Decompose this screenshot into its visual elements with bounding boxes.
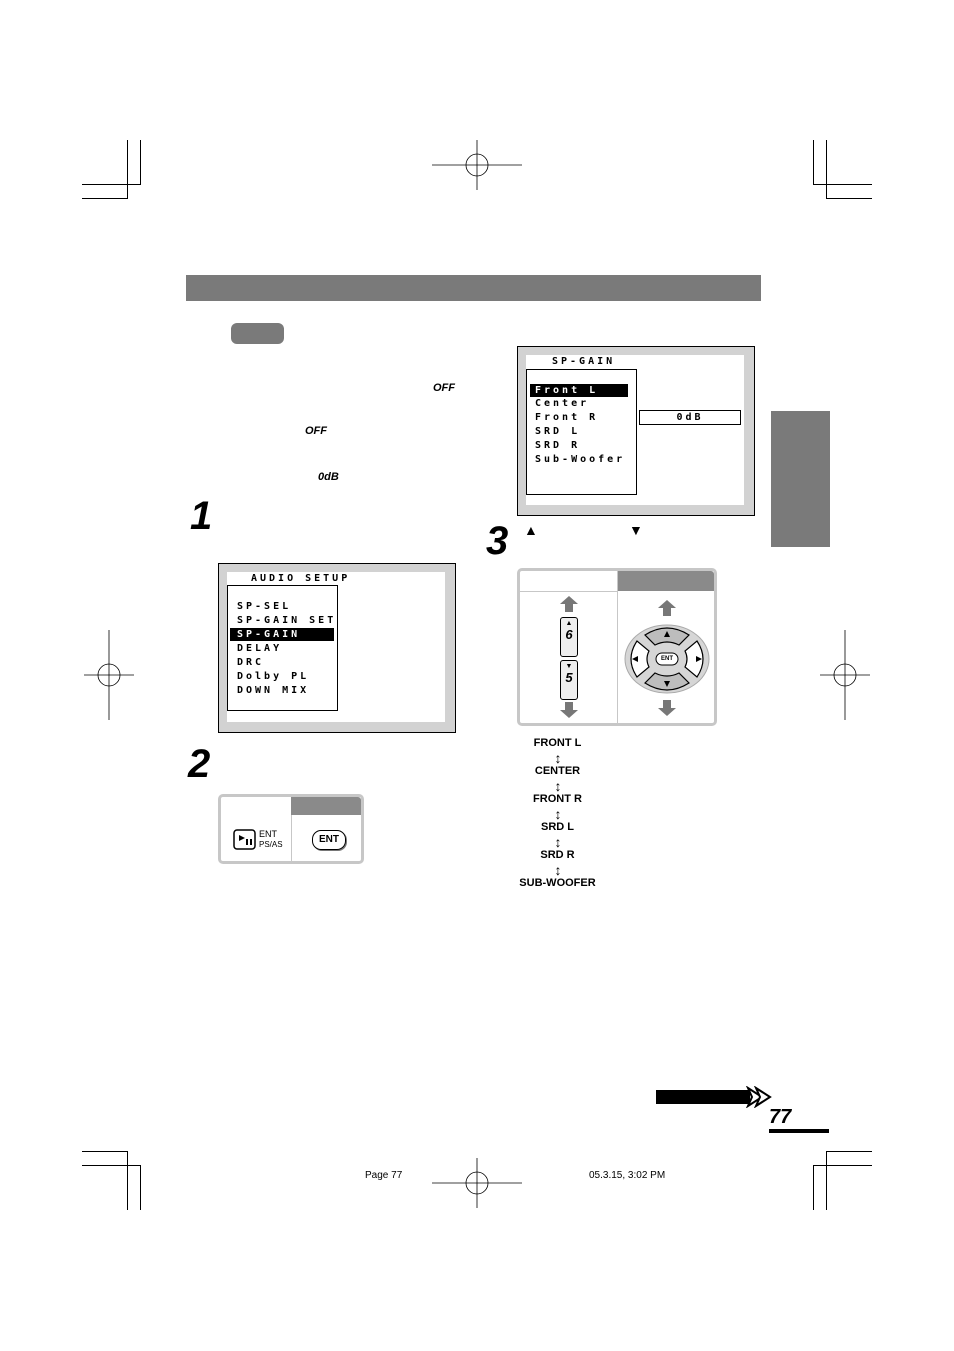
up-arrow-icon: [658, 600, 676, 616]
crop-mark: [826, 140, 827, 199]
menu-item[interactable]: SRD R: [535, 440, 581, 451]
small-up-triangle-icon: ▲: [565, 620, 573, 627]
menu-item[interactable]: Dolby PL: [237, 671, 310, 682]
updown-arrow-icon: ↕: [554, 750, 562, 766]
continue-arrow-icon: [656, 1086, 772, 1108]
crop-mark: [813, 140, 814, 185]
ent-key-label: ENT: [259, 829, 277, 839]
crop-mark: [813, 184, 872, 185]
crop-mark: [82, 1151, 128, 1152]
play-pause-key-icon[interactable]: [233, 829, 257, 851]
menu-item[interactable]: SP-SEL: [237, 601, 292, 612]
sequence-item: CENTER: [534, 765, 581, 777]
sequence-item: SRD R: [540, 849, 575, 861]
footer-page-label: Page 77: [365, 1170, 403, 1181]
panel-header: [291, 797, 361, 815]
audio-setup-title: AUDIO SETUP: [251, 573, 351, 584]
skip-down-key[interactable]: [560, 660, 578, 700]
up-triangle-icon: ▲: [524, 522, 538, 538]
sequence-item: FRONT L: [533, 737, 582, 749]
step3-panel: [517, 568, 717, 726]
audio-setup-screen: [218, 563, 456, 733]
dpad-ent-label: ENT: [661, 656, 673, 662]
page-number: 77: [769, 1106, 792, 1128]
registration-mark-right: [820, 630, 870, 720]
crop-mark: [82, 198, 128, 199]
section-title-bar: [186, 275, 761, 301]
menu-item[interactable]: DRC: [237, 657, 265, 668]
skip-down-key-number: 5: [565, 670, 573, 685]
skip-up-key-number: 6: [565, 627, 573, 642]
default-off-2: OFF: [305, 425, 327, 437]
crop-mark: [82, 1165, 141, 1166]
sequence-item: FRONT R: [533, 793, 582, 805]
menu-item[interactable]: Center: [535, 398, 590, 409]
default-off-1: OFF: [433, 382, 455, 394]
menu-item[interactable]: SRD L: [535, 426, 581, 437]
updown-arrow-icon: ↕: [554, 806, 562, 822]
page-number-underline: [769, 1129, 829, 1133]
default-0db: 0dB: [318, 471, 339, 483]
registration-mark-bottom: [432, 1158, 522, 1208]
panel-header: [618, 571, 714, 591]
menu-item[interactable]: DELAY: [237, 643, 283, 654]
crop-mark: [826, 1151, 872, 1152]
gain-value-box: 0dB: [639, 410, 741, 425]
crop-mark: [813, 1165, 872, 1166]
menu-item-selected[interactable]: Front L: [530, 384, 628, 397]
down-triangle-icon: ▼: [629, 522, 643, 538]
step2-panel: [218, 794, 364, 864]
menu-item-selected[interactable]: SP-GAIN: [230, 628, 334, 641]
crop-mark: [140, 1165, 141, 1210]
crop-mark: [826, 1151, 827, 1210]
step-number-1: 1: [190, 494, 213, 538]
crop-mark: [82, 184, 141, 185]
menu-item[interactable]: DOWN MIX: [237, 685, 310, 696]
menu-item[interactable]: SP-GAIN SET: [237, 615, 337, 626]
ps-as-key-label: PS/AS: [259, 840, 283, 849]
ent-button[interactable]: ENT: [312, 830, 346, 850]
updown-arrow-icon: ↕: [554, 778, 562, 794]
crop-mark: [140, 140, 141, 185]
side-tab: [771, 411, 830, 547]
sequence-item: SUB-WOOFER: [519, 877, 596, 889]
registration-mark-top: [432, 140, 522, 190]
crop-mark: [127, 1151, 128, 1210]
step-number-2: 2: [188, 742, 211, 786]
small-down-triangle-icon: ▼: [565, 663, 573, 670]
crop-mark: [127, 140, 128, 199]
registration-mark-left: [84, 630, 134, 720]
crop-mark: [826, 198, 872, 199]
sp-gain-title: SP-GAIN: [552, 356, 616, 367]
down-arrow-icon: [560, 702, 578, 718]
skip-up-key[interactable]: [560, 617, 578, 657]
audio-setup-menu: [227, 585, 338, 711]
sp-gain-menu: [526, 369, 637, 495]
menu-item[interactable]: Front R: [535, 412, 599, 423]
step-number-3: 3: [486, 519, 509, 563]
footer-timestamp: 05.3.15, 3:02 PM: [589, 1170, 666, 1181]
updown-arrow-icon: ↕: [554, 862, 562, 878]
sp-gain-screen: [517, 346, 755, 516]
header-pill: [231, 323, 284, 344]
menu-item[interactable]: Sub-Woofer: [535, 454, 626, 465]
updown-arrow-icon: ↕: [554, 834, 562, 850]
sequence-item: SRD L: [541, 821, 574, 833]
down-arrow-icon: [658, 700, 676, 716]
crop-mark: [813, 1165, 814, 1210]
up-arrow-icon: [560, 596, 578, 612]
